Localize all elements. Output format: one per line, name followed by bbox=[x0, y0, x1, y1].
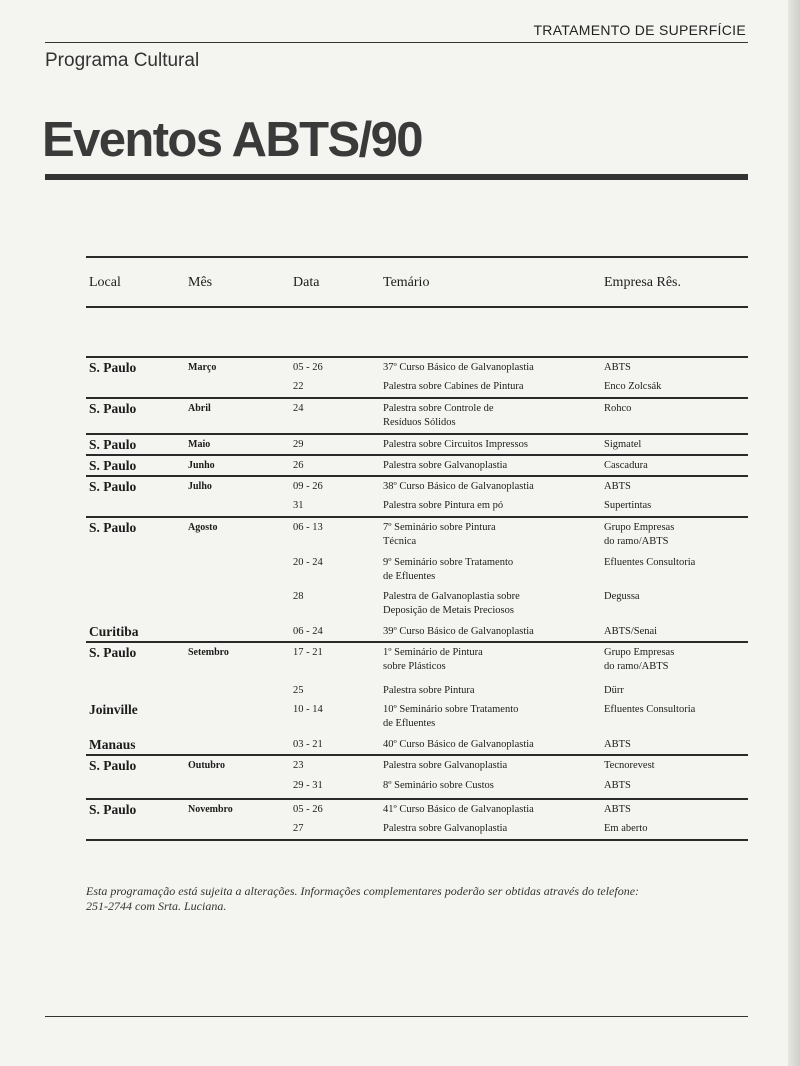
cell-data: 17 - 21 bbox=[293, 647, 323, 658]
cell-local: Curitiba bbox=[89, 624, 139, 639]
cell-data: 28 bbox=[293, 591, 304, 602]
cell-empresa: Grupo Empresas do ramo/ABTS bbox=[604, 522, 675, 547]
col-tematica-header: Temário bbox=[383, 275, 430, 290]
table-row bbox=[86, 397, 748, 433]
table-row bbox=[86, 516, 748, 553]
cell-data: 27 bbox=[293, 823, 304, 834]
cell-mes: Novembro bbox=[188, 804, 233, 815]
cell-data: 29 bbox=[293, 439, 304, 450]
cell-tematica: Palestra sobre Galvanoplastia bbox=[383, 823, 508, 834]
cell-data: 24 bbox=[293, 403, 304, 414]
cell-empresa: Sigmatel bbox=[604, 439, 642, 450]
cell-empresa: ABTS bbox=[604, 739, 631, 750]
bottom-rule bbox=[45, 1016, 748, 1017]
cell-data: 22 bbox=[293, 381, 304, 392]
table-row bbox=[86, 700, 748, 735]
cell-tematica: 37º Curso Básico de Galvanoplastia bbox=[383, 362, 534, 373]
cell-data: 25 bbox=[293, 685, 304, 696]
cell-tematica: 41º Curso Básico de Galvanoplastia bbox=[383, 804, 534, 815]
cell-local: S. Paulo bbox=[89, 401, 137, 416]
col-local-header: Local bbox=[89, 275, 121, 290]
table-row bbox=[86, 754, 748, 776]
cell-tematica: Palestra sobre Cabines de Pintura bbox=[383, 381, 524, 392]
cell-tematica: Palestra sobre Pintura em pó bbox=[383, 500, 504, 511]
table-row bbox=[86, 587, 748, 622]
cell-local: S. Paulo bbox=[89, 758, 137, 773]
cell-mes: Outubro bbox=[188, 760, 226, 771]
cell-tematica: Palestra sobre Galvanoplastia bbox=[383, 460, 508, 471]
cell-local: Joinville bbox=[89, 702, 138, 717]
table-row bbox=[86, 356, 748, 377]
cell-local: S. Paulo bbox=[89, 520, 137, 535]
table-row bbox=[86, 454, 748, 475]
cell-tematica: Palestra sobre Controle de Resíduos Sólidos bbox=[383, 403, 494, 428]
page-edge-shadow bbox=[788, 0, 800, 1066]
cell-local: S. Paulo bbox=[89, 479, 137, 494]
cell-data: 26 bbox=[293, 460, 304, 471]
cell-empresa: ABTS bbox=[604, 804, 631, 815]
cell-local: S. Paulo bbox=[89, 437, 137, 452]
cell-tematica: Palestra sobre Pintura bbox=[383, 685, 475, 696]
cell-mes: Julho bbox=[188, 481, 212, 492]
cell-empresa: Enco Zolcsák bbox=[604, 381, 662, 392]
cell-empresa: Rohco bbox=[604, 403, 632, 414]
cell-tematica: 7º Seminário sobre Pintura Técnica bbox=[383, 522, 496, 547]
cell-tematica: Palestra sobre Circuitos Impressos bbox=[383, 439, 528, 450]
cell-local: S. Paulo bbox=[89, 645, 137, 660]
table-row bbox=[86, 622, 748, 641]
cell-local: S. Paulo bbox=[89, 360, 137, 375]
cell-empresa: Tecnorevest bbox=[604, 760, 655, 771]
table-header bbox=[86, 256, 748, 306]
col-empresa-header: Empresa Rês. bbox=[604, 275, 681, 290]
events-table bbox=[86, 256, 748, 841]
table-row bbox=[86, 433, 748, 454]
cell-tematica: 40º Curso Básico de Galvanoplastia bbox=[383, 739, 534, 750]
cell-data: 06 - 24 bbox=[293, 626, 323, 637]
cell-data: 10 - 14 bbox=[293, 704, 323, 715]
cell-tematica: 10º Seminário sobre Tratamento de Efluentes bbox=[383, 704, 519, 729]
title-rule bbox=[45, 174, 748, 180]
cell-data: 23 bbox=[293, 760, 304, 771]
cell-tematica: Palestra sobre Galvanoplastia bbox=[383, 760, 508, 771]
top-rule bbox=[45, 42, 748, 43]
cell-data: 20 - 24 bbox=[293, 557, 323, 568]
cell-tematica: 1º Seminário de Pintura sobre Plásticos bbox=[383, 647, 483, 672]
cell-empresa: Em aberto bbox=[604, 823, 648, 834]
cell-data: 29 - 31 bbox=[293, 780, 323, 791]
cell-data: 31 bbox=[293, 500, 304, 511]
cell-empresa: Cascadura bbox=[604, 460, 648, 471]
table-row bbox=[86, 681, 748, 700]
cell-empresa: ABTS bbox=[604, 780, 631, 791]
cell-mes: Junho bbox=[188, 460, 215, 471]
table-bottom-rule bbox=[86, 839, 748, 841]
cell-data: 06 - 13 bbox=[293, 522, 323, 533]
program-label: Programa Cultural bbox=[45, 50, 200, 71]
table-row bbox=[86, 641, 748, 681]
section-header: TRATAMENTO DE SUPERFÍCIE bbox=[533, 22, 746, 38]
cell-tematica: 8º Seminário sobre Custos bbox=[383, 780, 494, 791]
cell-data: 05 - 26 bbox=[293, 362, 323, 373]
cell-empresa: Supertintas bbox=[604, 500, 652, 511]
table-row bbox=[86, 776, 748, 798]
cell-data: 05 - 26 bbox=[293, 804, 323, 815]
cell-local: S. Paulo bbox=[89, 802, 137, 817]
cell-tematica: Palestra de Galvanoplastia sobre Deposição de Metais Preciosos bbox=[383, 591, 520, 616]
table-row bbox=[86, 735, 748, 754]
page-title: Eventos ABTS/90 bbox=[42, 113, 422, 167]
table-row bbox=[86, 377, 748, 397]
cell-mes: Setembro bbox=[188, 647, 229, 658]
cell-tematica: 38º Curso Básico de Galvanoplastia bbox=[383, 481, 534, 492]
table-row bbox=[86, 475, 748, 496]
cell-local: S. Paulo bbox=[89, 458, 137, 473]
table-body bbox=[86, 356, 748, 839]
cell-empresa: ABTS/Senai bbox=[604, 626, 658, 637]
cell-mes: Abril bbox=[188, 403, 211, 414]
cell-mes: Maio bbox=[188, 439, 211, 450]
cell-tematica: 9º Seminário sobre Tratamento de Efluentes bbox=[383, 557, 514, 582]
cell-empresa: ABTS bbox=[604, 362, 631, 373]
cell-mes: Agosto bbox=[188, 522, 218, 533]
cell-empresa: ABTS bbox=[604, 481, 631, 492]
cell-data: 03 - 21 bbox=[293, 739, 323, 750]
cell-mes: Março bbox=[188, 362, 217, 373]
cell-empresa: Grupo Empresas do ramo/ABTS bbox=[604, 647, 675, 672]
cell-data: 09 - 26 bbox=[293, 481, 323, 492]
header-gap bbox=[86, 306, 748, 356]
table-row bbox=[86, 553, 748, 587]
col-mes-header: Mês bbox=[188, 275, 213, 290]
cell-empresa: Efluentes Consultoria bbox=[604, 704, 696, 715]
table-row bbox=[86, 496, 748, 516]
table-row bbox=[86, 798, 748, 819]
cell-local: Manaus bbox=[89, 737, 136, 752]
col-data-header: Data bbox=[293, 275, 320, 290]
cell-empresa: Dürr bbox=[604, 685, 624, 696]
table-row bbox=[86, 819, 748, 839]
cell-empresa: Efluentes Consultoria bbox=[604, 557, 696, 568]
footnote: Esta programação está sujeita a alterações. Informações complementares poderão ser obtidas através do telefone: 251-2744 com Srta. Luciana. bbox=[86, 884, 640, 913]
cell-empresa: Degussa bbox=[604, 591, 640, 602]
cell-tematica: 39º Curso Básico de Galvanoplastia bbox=[383, 626, 534, 637]
